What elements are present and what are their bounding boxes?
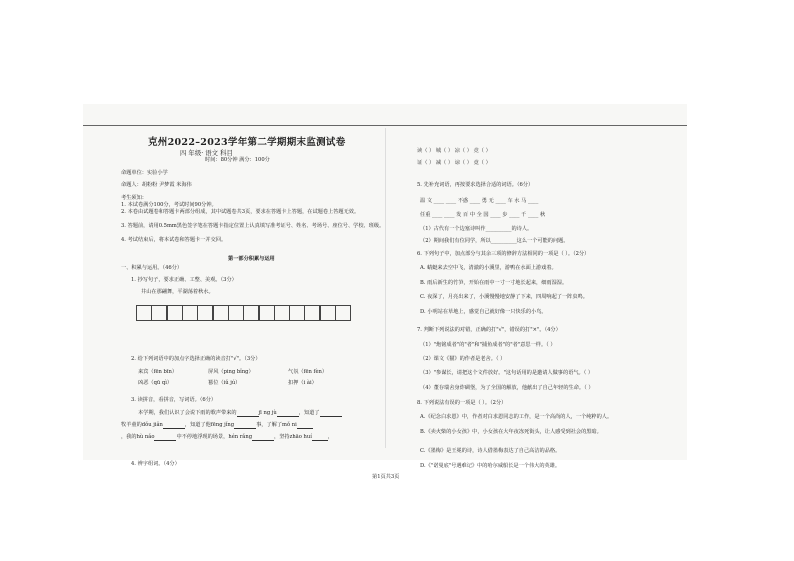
blank[interactable] [277, 410, 299, 417]
blank[interactable] [320, 410, 342, 417]
writing-grid[interactable] [136, 305, 350, 321]
grid-cell[interactable] [320, 305, 336, 321]
q1-label: 1. 抄写句子，要求正确、工整、美观。（3分） [131, 277, 237, 283]
grid-cell[interactable] [289, 305, 305, 321]
q2-option: 篡位（iǔ jú） [208, 380, 241, 386]
grade-subject-line: 四 年级· 语文 科目 [180, 149, 233, 157]
q3-line: ，我的hù nǎo 中不停地浮现的场景，hén rǎng ，坚持zhāo huí ， [121, 434, 334, 440]
q6-option: D. 小明站在草地上，感觉自己就好像一只快乐的小鸟。 [420, 309, 547, 315]
grid-cell[interactable] [228, 305, 244, 321]
grid-cell[interactable] [136, 305, 152, 321]
notice-item: 2. 本卷由试题卷和答题卡两部分组成，其中试题卷共3页，要求在答题卡上答题，在试题卷上答题无效。 [121, 209, 360, 215]
q3-line: 本学期，我们认识了会说下雨的歌声带来的 jī ng jù ，知道了 [138, 410, 342, 417]
q8-option: A.《纪念白求恩》中，作者对白求恩同志的工作，是一个高尚的人，一个纯粹的人。 [420, 414, 613, 420]
q3-label: 3. 读拼音，看拼音，写词语。（6分） [131, 397, 217, 403]
grid-cell[interactable] [243, 305, 259, 321]
q2-option: 屏风（ping bǐng） [208, 369, 254, 375]
q5-item: （2）期间我们有位同学，所以__________这么一个可能的问题。 [420, 238, 569, 244]
notice-item: 4. 考试结束后，将本试卷和答题卡一并交回。 [121, 237, 227, 243]
notice-heading: 考生须知： [121, 195, 147, 201]
notice-item: 1. 本试卷满分100分，考试时间90分钟。 [121, 202, 217, 208]
part1-heading: 第一部分积累与运用 [228, 256, 275, 262]
q2-option: 凶恶（qū qì） [138, 380, 173, 386]
q6-option: C. 夜深了，月亮出来了，小溪慢慢地安静了下来，四周响起了一阵虫鸣。 [420, 294, 588, 300]
q8-option: D.《"诺曼底"号遇难记》中的哈尔威船长是一个伟大的英雄。 [420, 463, 561, 469]
q8-option: C.《墨梅》是王冕的诗，诗人借墨梅表达了自己高洁的品格。 [420, 448, 561, 454]
blank[interactable] [237, 410, 259, 417]
q4-row: 读（ ） 城（ ） 凉（ ） 竞（ ） [417, 148, 491, 154]
q5-row: 任重 ____ ____ 发 百 中 全 国 ____ 步 ____ 千 ____ 秋 [420, 212, 546, 218]
exam-title: 克州2022–2023学年第二学期期末监测试卷 [148, 137, 346, 148]
q8-label: 8. 下列说法有误的一项是（ ）。（2分） [417, 400, 507, 406]
time-score-line: 时间：80分钟 满分：100分 [205, 157, 270, 163]
grid-cell[interactable] [213, 305, 229, 321]
blank[interactable] [234, 422, 256, 429]
q2-label: 2. 给下列词语中的加点字选择正确的读音打"√"。（3分） [131, 356, 261, 362]
q4-row: 证（ ） 减（ ） 谅（ ） 竟（ ） [417, 160, 491, 166]
header-rule [83, 125, 687, 126]
page-number: 第1页共3页 [372, 474, 400, 480]
authors-line: 命题人：胡粉粉 尹梦霞 米海伟 [121, 182, 192, 188]
blank[interactable] [297, 422, 313, 429]
q7-item: （1）"炮铭成者"的"者"和"捕鱼成者"的"者"意思一样。（ ） [420, 342, 556, 348]
q6-option: B. 雨后新生的竹笋，开始在雨中一寸一寸地长起来，细雨湿湿。 [420, 280, 568, 286]
grid-cell[interactable] [182, 305, 198, 321]
q7-item: （2）课文《猫》的作者是老舍。（ ） [420, 356, 506, 362]
grid-cell[interactable] [151, 305, 167, 321]
q2-option: 来宾（fēn bīn） [138, 369, 178, 375]
q5-item: （1）古代有一个边塞诗叫作__________的诗人。 [420, 226, 533, 232]
grid-cell[interactable] [197, 305, 213, 321]
grid-cell[interactable] [335, 305, 351, 321]
q2-option: 扣押（i ài） [288, 380, 317, 386]
unit-line: 命题单位：实验小学 [121, 170, 168, 176]
grid-cell[interactable] [167, 305, 183, 321]
page-fold [385, 128, 386, 448]
grid-cell[interactable] [304, 305, 320, 321]
q5-row: 温 文 ____ ____ 不惑 ____ 勇 无 ____ 车 水 马 ____ [420, 198, 539, 204]
q3-line: 牧羊童的dǒu jiǎn ，知道了他fēng jǐng 事，了解了mǒ ni [121, 422, 313, 429]
blank[interactable] [154, 434, 176, 441]
q1-sentence: 井山在那翩舞，平湖荡着秋水。 [141, 289, 214, 295]
blank[interactable] [163, 422, 185, 429]
q7-label: 7. 判断下列说法的对错，正确的打"√"，错误的打"×"。（4分） [417, 327, 561, 333]
grid-cell[interactable] [259, 305, 275, 321]
q4-label: 4. 辨字组词。（4分） [131, 461, 180, 467]
blank[interactable] [312, 434, 328, 441]
notice-item: 3. 答题前，请用0.5mm黑色签字笔在答题卡指定位置上认真填写准考证号、姓名、考场号、座位号、学校、班级。 [121, 223, 385, 229]
q6-option: A. 蜻蜓来去空中飞，清澈的小溪里，游鸭在水面上游戏着。 [420, 265, 557, 271]
q8-option: B.《卖火柴的小女孩》中，小女孩在大年夜冻死街头，让人感受到社会的黑暗。 [420, 429, 602, 435]
q7-item: （4）董存瑞舍身炸碉堡，为了全国的解放，他献出了自己年轻的生命。（ ） [420, 385, 594, 391]
section-heading: 一、积累与运用。（46分） [121, 265, 183, 271]
q5-label: 5. 先补充词语，再按要求选择合适的词语。（6分） [417, 182, 534, 188]
grid-cell[interactable] [274, 305, 290, 321]
blank[interactable] [252, 434, 274, 441]
q6-label: 6. 下列句子中，加点部分与其余三项的修辞方法相同的一项是（ ）。（2分） [417, 251, 590, 257]
q2-option: 气氛（fēn fèn） [288, 369, 328, 375]
q7-item: （3）"参谋长，请把这个文件放好。"这句话用的是邀请人做事的语气。（ ） [420, 370, 594, 376]
